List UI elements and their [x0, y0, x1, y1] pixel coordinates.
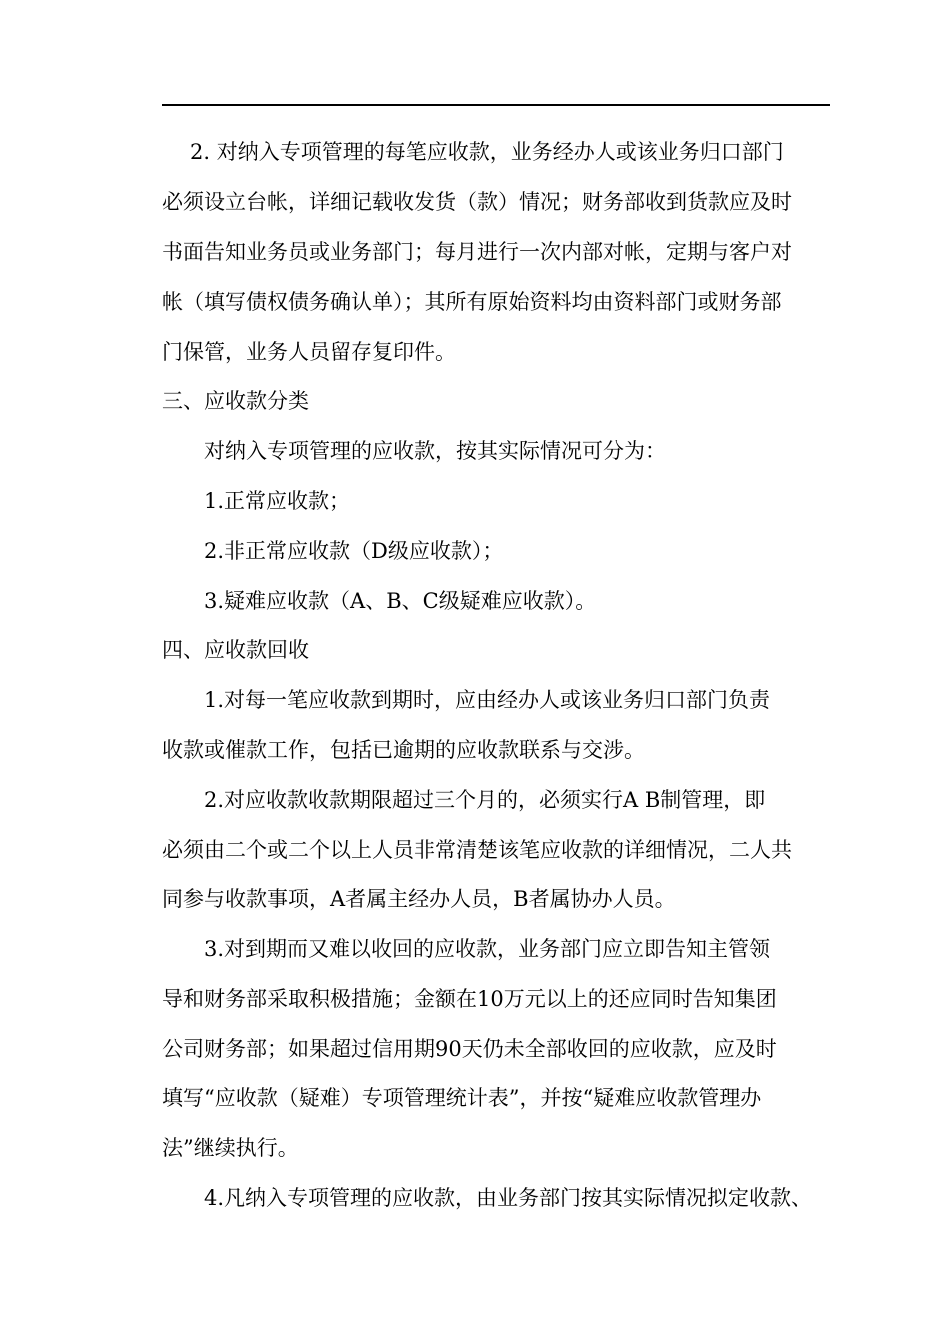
list-item: 1.正常应收款；	[204, 489, 351, 513]
list-item: 2.非正常应收款（D级应收款）；	[204, 539, 504, 563]
list-item: 3.疑难应收款（A、B、C级疑难应收款）。	[204, 589, 597, 613]
text-line: 3.对到期而又难以收回的应收款，业务部门应立即告知主管领	[204, 937, 771, 961]
text-line: 收款或催款工作，包括已逾期的应收款联系与交涉。	[162, 738, 645, 762]
text-line: 4.凡纳入专项管理的应收款，由业务部门按其实际情况拟定收款、	[204, 1186, 813, 1210]
text-line: 必须由二个或二个以上人员非常清楚该笔应收款的详细情况，二人共	[162, 838, 792, 862]
text-line: 法”继续执行。	[162, 1136, 299, 1160]
text-line: 同参与收款事项，A者属主经办人员，B者属协办人员。	[162, 887, 676, 911]
text-line: 填写“应收款（疑难）专项管理统计表”，并按“疑难应收款管理办	[162, 1086, 762, 1110]
text-line: 导和财务部采取积极措施；金额在10万元以上的还应同时告知集团	[162, 987, 777, 1011]
text-line: 2. 对纳入专项管理的每笔应收款，业务经办人或该业务归口部门	[190, 140, 784, 164]
section-heading: 四、应收款回收	[162, 638, 309, 662]
text-line: 门保管，业务人员留存复印件。	[162, 340, 456, 364]
header-rule	[162, 104, 830, 106]
text-line: 公司财务部；如果超过信用期90天仍未全部收回的应收款，应及时	[162, 1037, 777, 1061]
text-line: 帐（填写债权债务确认单）；其所有原始资料均由资料部门或财务部	[162, 290, 782, 314]
text-line: 书面告知业务员或业务部门；每月进行一次内部对帐，定期与客户对	[162, 240, 792, 264]
text-line: 1.对每一笔应收款到期时，应由经办人或该业务归口部门负责	[204, 688, 771, 712]
section-heading: 三、应收款分类	[162, 389, 309, 413]
text-line: 对纳入专项管理的应收款，按其实际情况可分为：	[204, 439, 666, 463]
text-line: 必须设立台帐，详细记载收发货（款）情况；财务部收到货款应及时	[162, 190, 792, 214]
text-line: 2.对应收款收款期限超过三个月的，必须实行A B制管理，即	[204, 788, 766, 812]
